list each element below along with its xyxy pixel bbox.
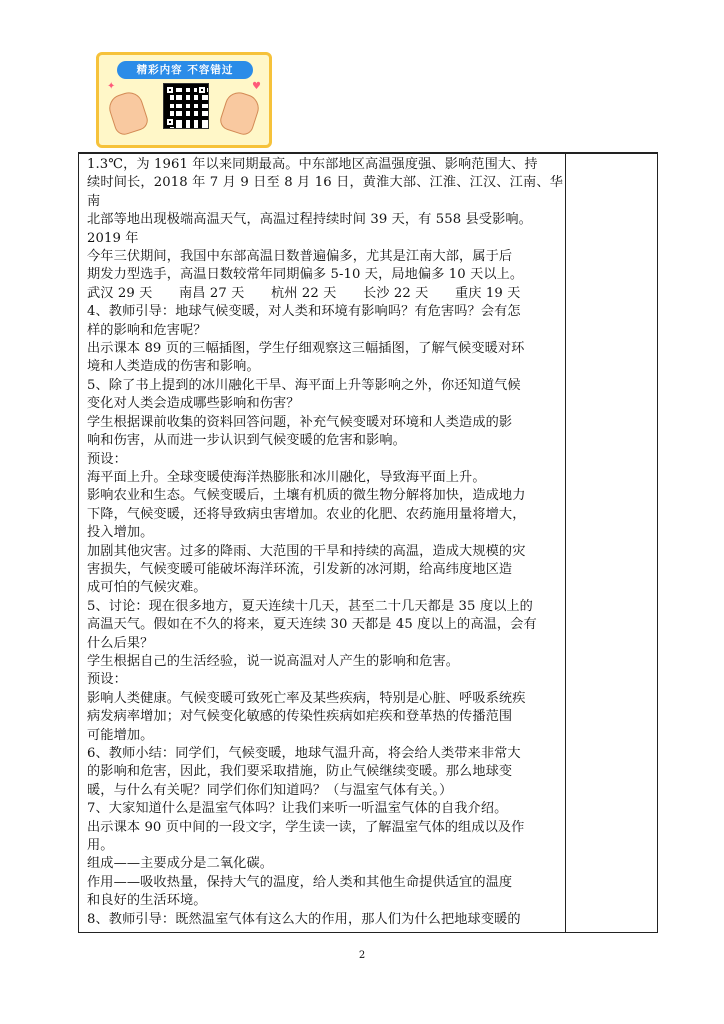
content-line: 预设：: [87, 672, 127, 688]
content-line: 用。: [87, 838, 114, 854]
banner-title: 精彩内容 不容错过: [117, 61, 253, 79]
heart-icon: ♥: [252, 81, 261, 92]
content-line: 作用——吸收热量，保持大气的温度，给人类和其他生命提供适宜的温度: [87, 874, 513, 890]
page-number: 2: [358, 950, 366, 961]
content-line: 影响人类健康。气候变暖可致死亡率及某些疾病，特别是心脏、呼吸系统疾: [87, 690, 526, 706]
content-line: 害损失，气候变暖可能破坏海洋环流，引发新的冰河期，给高纬度地区造: [87, 561, 513, 577]
content-line: 境和人类造成的伤害和影响。: [87, 359, 260, 375]
qr-code-icon[interactable]: [163, 83, 209, 129]
content-line: 暖，与什么有关呢？同学们你们知道吗？（与温室气体有关。）: [87, 782, 453, 798]
content-line: 下降，气候变暖，还将导致病虫害增加。农业的化肥、农药施用量将增大，: [87, 506, 526, 522]
content-line: 可能增加。: [87, 727, 154, 743]
lesson-content: [87, 156, 563, 929]
content-line: 今年三伏期间，我国中东部高温日数普遍偏多，尤其是江南大部，属于后: [87, 249, 513, 265]
content-line: 1.3℃，为 1961 年以来同期最高。中东部地区高温强度强、影响范围大、持: [87, 157, 538, 172]
content-line: 什么后果？: [87, 635, 154, 651]
table-column-divider: [565, 152, 566, 933]
content-line: 学生根据自己的生活经验，说一说高温对人产生的影响和危害。: [87, 653, 460, 669]
content-line: 组成——主要成分是二氧化碳。: [87, 856, 274, 872]
content-line: 出示课本 89 页的三幅插图，学生仔细观察这三幅插图，了解气候变暖对环: [87, 341, 525, 357]
content-line: 4、教师引导：地球气候变暖，对人类和环境有影响吗？有危害吗？会有怎: [87, 304, 521, 320]
content-line: 病发病率增加；对气候变化敏感的传染性疾病如疟疾和登革热的传播范围: [87, 709, 513, 725]
content-line: 变化对人类会造成哪些影响和伤害？: [87, 396, 300, 412]
content-line: 5、讨论：现在很多地方，夏天连续十几天，甚至二十几天都是 35 度以上的: [87, 598, 533, 614]
content-line: 投入增加。: [87, 525, 154, 541]
content-line: 出示课本 90 页中间的一段文字，学生读一读，了解温室气体的组成以及作: [87, 819, 525, 835]
content-line: 2019 年: [87, 230, 139, 246]
content-line: 和良好的生活环境。: [87, 893, 207, 909]
content-line: 续时间长，2018 年 7 月 9 日至 8 月 16 日，黄淮大部、江淮、江汉、江南、华南: [87, 175, 563, 209]
content-line: 响和伤害，从而进一步认识到气候变暖的危害和影响。: [87, 433, 406, 449]
content-line: 武汉 29 天 南昌 27 天 杭州 22 天 长沙 22 天 重庆 19 天: [87, 285, 521, 301]
content-line: 北部等地出现极端高温天气，高温过程持续时间 39 天，有 558 县受影响。: [87, 212, 532, 228]
content-line: 加剧其他灾害。过多的降雨、大范围的干旱和持续的高温，造成大规模的灾: [87, 543, 526, 559]
content-line: 8、教师引导：既然温室气体有这么大的作用，那人们为什么把地球变暖的: [87, 911, 521, 927]
content-line: 预设：: [87, 451, 127, 467]
content-line: 的影响和危害，因此，我们要采取措施，防止气候继续变暖。那么地球变: [87, 764, 513, 780]
promo-banner[interactable]: [96, 52, 272, 148]
content-line: 高温天气。假如在不久的将来，夏天连续 30 天都是 45 度以上的高温，会有: [87, 617, 537, 633]
clapping-hand-icon: [218, 89, 263, 138]
content-line: 海平面上升。全球变暖使海洋热膨胀和冰川融化，导致海平面上升。: [87, 469, 486, 485]
content-line: 7、大家知道什么是温室气体吗？让我们来听一听温室气体的自我介绍。: [87, 801, 508, 817]
content-line: 期发力型选手，高温日数较常年同期偏多 5-10 天，局地偏多 10 天以上。: [87, 267, 524, 283]
content-line: 6、教师小结：同学们，气候变暖，地球气温升高，将会给人类带来非常大: [87, 746, 521, 761]
content-line: 样的影响和危害呢？: [87, 322, 207, 338]
sparkle-icon: ✦: [107, 81, 116, 92]
content-line: 5、除了书上提到的冰川融化干旱、海平面上升等影响之外，你还知道气候: [87, 377, 521, 393]
content-line: 影响农业和生态。气候变暖后，土壤有机质的微生物分解将加快，造成地力: [87, 488, 526, 504]
content-line: 成可怕的气候灾难。: [87, 580, 207, 596]
content-line: 学生根据课前收集的资料回答问题，补充气候变暖对环境和人类造成的影: [87, 414, 513, 430]
table-right-border: [657, 152, 658, 933]
clapping-hand-icon: [106, 89, 151, 138]
